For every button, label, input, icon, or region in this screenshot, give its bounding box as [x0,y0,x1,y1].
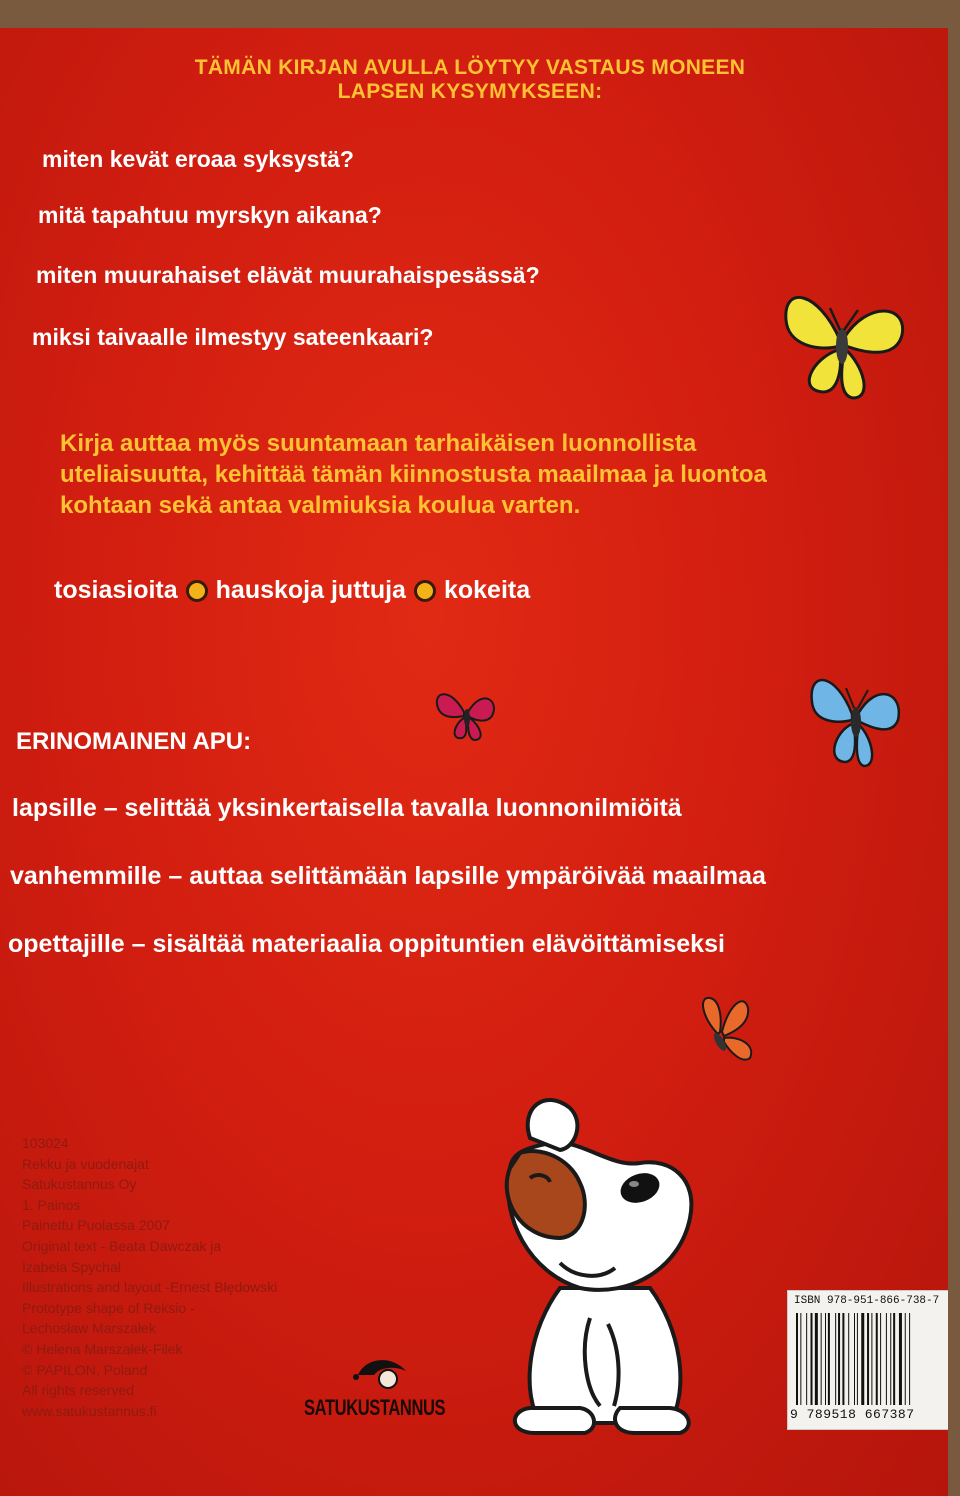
barcode-bar [890,1313,891,1405]
credit-line: www.satukustannus.fi [22,1402,157,1419]
credit-line: All rights reserved [22,1382,135,1399]
barcode-bar [861,1313,864,1405]
barcode-bar [848,1313,849,1405]
barcode-bar [880,1313,881,1405]
cover-title: TÄMÄN KIRJAN AVULLA LÖYTYY VASTAUS MONEEN LAPSEN KYSYMYKSEEN: [194,56,746,103]
barcode-bar [871,1313,872,1405]
question-4: miksi taivaalle ilmestyy sateenkaari? [32,324,434,350]
barcode-bar [842,1313,844,1405]
blue-butterfly-illustration [806,662,906,772]
bullet-dot-icon [414,580,436,602]
publication-credits [22,1133,277,1421]
barcode-bar [828,1313,830,1405]
question-2: mitä tapahtuu myrskyn aikana? [38,202,382,228]
barcode-bar [838,1313,840,1405]
barcode-bar [821,1313,822,1405]
credit-line: © Helena Marszałek-Filek [22,1340,183,1357]
barcode-bars [794,1313,946,1405]
tag-facts: tosiasioita [54,576,178,604]
barcode-bar [854,1313,855,1405]
dog-illustration [490,1088,720,1448]
credit-line: Lechosław Marszałek [22,1320,156,1337]
elf-head-icon [352,1353,412,1393]
barcode-bar [800,1313,801,1405]
feature-tags [54,576,530,605]
question-1: miten kevät eroaa syksystä? [42,146,354,172]
section-heading: ERINOMAINEN APU: [16,728,252,755]
isbn-number: ISBN 978-951-866-738-7 [794,1295,940,1307]
barcode-number: 9 789518 667387 [790,1407,915,1422]
audience-teachers: opettajille – sisältää materiaalia oppituntien elävöittämiseksi [8,930,725,958]
yellow-butterfly-illustration [778,280,910,410]
barcode-bar [876,1313,878,1405]
tag-fun-stories: hauskoja juttuja [215,576,406,604]
tag-experiments: kokeita [443,576,531,604]
barcode-bar [909,1313,910,1405]
orange-butterfly-illustration [688,988,760,1068]
audience-children: lapsille – selittää yksinkertaisella tavalla luonnonilmiöitä [12,794,682,822]
credit-line: 103024 [22,1135,69,1151]
barcode-bar [857,1313,858,1405]
book-back-cover [0,28,948,1496]
barcode-bar [806,1313,807,1405]
credit-line: Satukustannus Oy [22,1176,137,1193]
barcode-bar [899,1313,902,1405]
pink-butterfly-illustration [430,678,502,746]
description-paragraph: Kirja auttaa myös suuntamaan tarhaikäisen luonnollista uteliaisuutta, kehittää tämän kiinnostusta maailmaa ja luontoa kohtaan sekä antaa valmiuksia koulua varten. [60,430,767,519]
credit-line: Original text - Beata Dawczak ja [22,1237,222,1254]
barcode-bar [835,1313,836,1405]
bullet-dot-icon [186,580,208,602]
credit-line: © PAPILON, Poland [22,1361,148,1378]
barcode-bar [825,1313,826,1405]
credit-line: Illustrations and layout -Ernest Błędowski [22,1279,278,1296]
question-3: miten muurahaiset elävät muurahaispesässä? [36,262,540,288]
isbn-barcode [787,1290,948,1430]
audience-parents: vanhemmille – auttaa selittämään lapsille ympäröivää maailmaa [10,862,766,890]
credit-line: Prototype shape of Reksio - [22,1299,195,1316]
credit-line: Izabela Spychał [22,1258,121,1275]
barcode-bar [811,1313,813,1405]
credit-line: Painettu Puolassa 2007 [22,1217,170,1234]
publisher-name: SATUKUSTANNUS [304,1395,446,1420]
barcode-bar [905,1313,906,1405]
barcode-bar [815,1313,818,1405]
barcode-bar [893,1313,895,1405]
barcode-bar [886,1313,887,1405]
credit-line: Rekku ja vuodenajat [22,1155,149,1172]
barcode-bar [867,1313,869,1405]
publisher-logo [296,1343,476,1433]
credit-line: 1. Painos [22,1196,81,1213]
barcode-bar [796,1313,798,1405]
